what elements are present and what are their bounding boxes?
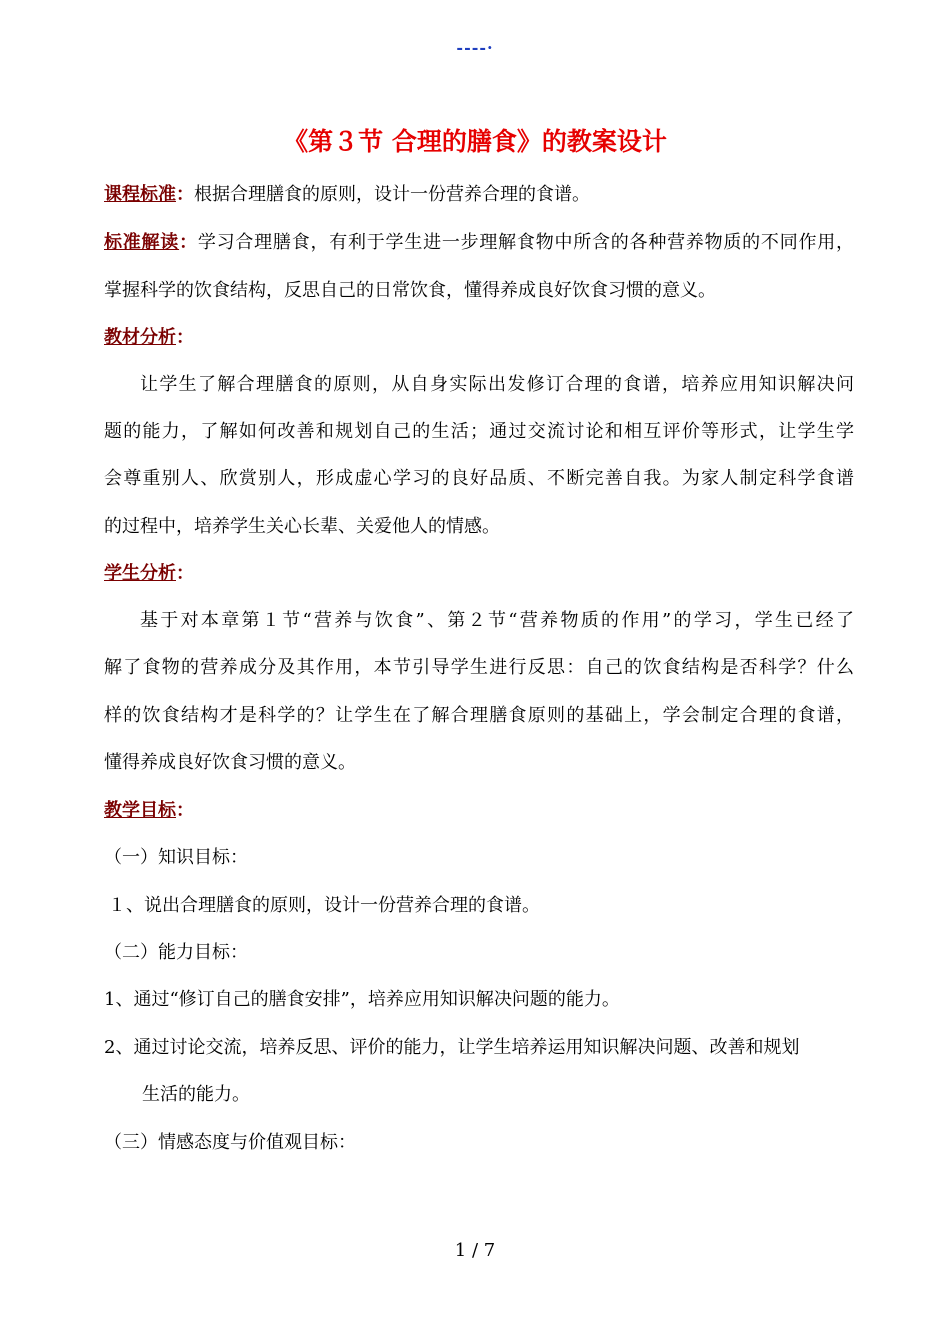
standard-interpretation-line1 — [104, 231, 854, 255]
student-analysis-heading — [104, 562, 854, 586]
material-analysis-label: 教材分析 — [104, 327, 176, 348]
material-analysis-line: 会尊重别人、欣赏别人，形成虚心学习的良好品质、不断完善自我。为家人制定科学食谱 — [104, 468, 854, 489]
ability-goal-item-continued: 生活的能力。 — [142, 1084, 250, 1105]
student-analysis-label: 学生分析 — [104, 563, 176, 584]
material-analysis-line: 的过程中，培养学生关心长辈、关爱他人的情感。 — [104, 516, 500, 537]
emotion-goals-heading: （三）情感态度与价值观目标： — [104, 1132, 356, 1153]
course-standard-label: 课程标准 — [104, 184, 176, 205]
material-analysis-heading — [104, 326, 854, 350]
standard-interpretation-label: 标准解读 — [104, 232, 180, 253]
material-analysis-line: 让学生了解合理膳食的原则，从自身实际出发修订合理的食谱，培养应用知识解决问 — [140, 374, 854, 395]
student-analysis-line: 基于对本章第１节“营养与饮食”、第２节“营养物质的作用”的学习，学生已经了 — [140, 610, 854, 631]
standard-interpretation-colon: ： — [179, 232, 198, 253]
student-analysis-colon: ： — [176, 563, 194, 584]
course-standard-text: 根据合理膳食的原则，设计一份营养合理的食谱。 — [194, 184, 590, 205]
header-mark: ----· — [456, 38, 494, 57]
standard-interpretation-line2: 掌握科学的饮食结构，反思自己的日常饮食，懂得养成良好饮食习惯的意义。 — [104, 280, 716, 301]
course-standard-colon: ： — [176, 184, 194, 205]
student-analysis-line: 懂得养成良好饮食习惯的意义。 — [104, 752, 356, 773]
material-analysis-line: 题的能力，了解如何改善和规划自己的生活；通过交流讨论和相互评价等形式，让学生学 — [104, 421, 854, 442]
student-analysis-line: 解了食物的营养成分及其作用，本节引导学生进行反思：自己的饮食结构是否科学？什么 — [104, 657, 854, 678]
teaching-goals-label: 教学目标 — [104, 800, 176, 821]
teaching-goals-colon: ： — [176, 800, 194, 821]
knowledge-goals-heading: （一）知识目标： — [104, 847, 248, 868]
course-standard-line — [104, 183, 854, 207]
material-analysis-colon: ： — [176, 327, 194, 348]
teaching-goals-heading — [104, 799, 854, 823]
student-analysis-line: 样的饮食结构才是科学的？让学生在了解合理膳食原则的基础上，学会制定合理的食谱， — [104, 705, 854, 726]
page-title: 《第３节 合理的膳食》的教案设计 — [283, 127, 667, 156]
ability-goal-item: 1、通过“修订自己的膳食安排”，培养应用知识解决问题的能力。 — [104, 989, 620, 1010]
page-number: 1 / 7 — [454, 1240, 496, 1261]
standard-interpretation-text1: 学习合理膳食，有利于学生进一步理解食物中所含的各种营养物质的不同作用， — [197, 232, 855, 253]
ability-goal-item: 2、通过讨论交流，培养反思、评价的能力，让学生培养运用知识解决问题、改善和规划 — [104, 1037, 800, 1058]
knowledge-goal-item: １、说出合理膳食的原则，设计一份营养合理的食谱。 — [108, 895, 540, 916]
ability-goals-heading: （二）能力目标： — [104, 942, 248, 963]
